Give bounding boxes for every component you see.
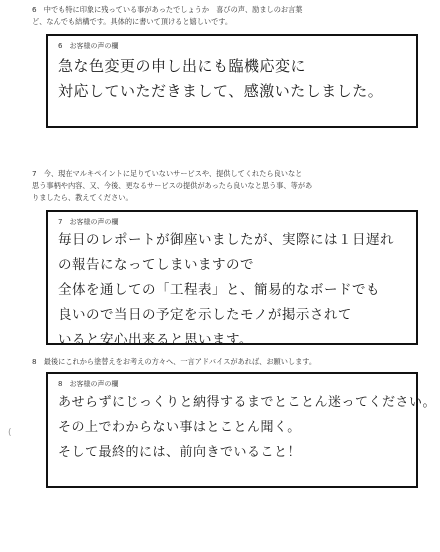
answer-7-handwriting — [58, 228, 410, 353]
handwriting-line: の報告になってしまいますので — [58, 257, 254, 273]
handwriting-line: いると安心出来ると思います。 — [58, 332, 253, 348]
handwriting-line: その上でわからない事はとことん聞く。 — [58, 420, 301, 435]
handwriting-line: あせらずにじっくりと納得するまでとことん迷ってください。 — [58, 395, 437, 410]
question-6 — [32, 4, 422, 28]
answer-8-handwriting — [58, 390, 437, 465]
handwriting-line: そして最終的には、前向きでいること！ — [58, 445, 302, 460]
handwriting-line: 対応していただきまして、感激いたしました。 — [58, 82, 384, 100]
question-6-line: ど、なんでも結構です。具体的に書いて頂けると嬉しいです。 — [32, 17, 233, 26]
question-7-line: 7 今、現在マルキペイントに足りていないサービスや、提供してくれたら良いなと — [32, 169, 303, 178]
answer-6-handwriting — [58, 54, 410, 104]
handwriting-line: 全体を通しての「工程表」と、簡易的なボードでも — [58, 282, 380, 298]
margin-mark: ( — [8, 428, 12, 438]
question-8-line: 8 最後にこれから塗替えをお考えの方々へ、一言アドバイスがあれば、お願いします。 — [32, 357, 317, 366]
question-6-line: 6 中でも特に印象に残っている事があったでしょうか 喜びの声、励ましのお言葉 — [32, 5, 303, 14]
handwriting-line: 毎日のレポートが御座いましたが、実際には１日遅れ — [58, 232, 394, 248]
answer-box-8 — [46, 372, 437, 488]
answer-box-7 — [46, 210, 418, 348]
answer-box-6 — [46, 34, 418, 128]
handwriting-line: 良いので当日の予定を示したモノが掲示されて — [58, 307, 352, 323]
answer-box-6-label: 6 お客様の声の欄 — [58, 42, 119, 50]
question-8 — [32, 356, 422, 368]
answer-box-7-label: 7 お客様の声の欄 — [58, 218, 119, 226]
question-7 — [32, 168, 422, 204]
question-7-line: りましたら、教えてください。 — [32, 193, 133, 202]
question-7-line: 思う事柄や内容、又、今後、更なるサービスの提供があったら良いなと思う事、等があ — [32, 181, 313, 190]
handwriting-line: 急な色変更の申し出にも臨機応変に — [58, 57, 307, 75]
answer-box-8-label: 8 お客様の声の欄 — [58, 380, 119, 388]
